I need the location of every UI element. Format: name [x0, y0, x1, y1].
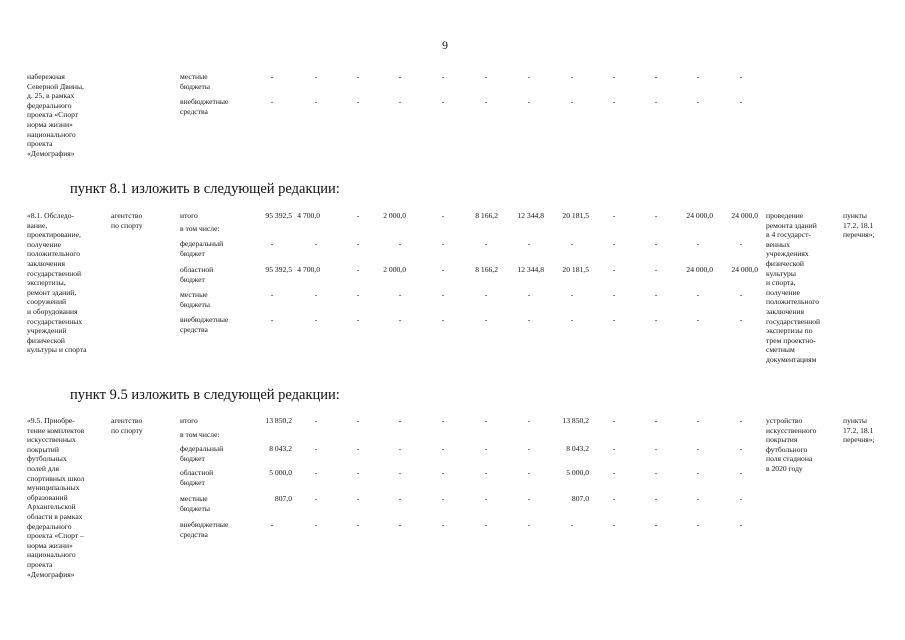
- amount-cell: -: [441, 315, 445, 324]
- amount-cell: -: [270, 72, 274, 81]
- amount-cell: -: [356, 211, 360, 220]
- amount-cell: -: [314, 444, 318, 453]
- amount-cell: -: [270, 97, 274, 106]
- block2-source-local: местные бюджеты: [180, 494, 210, 513]
- amount-cell: 4 700,0: [297, 211, 320, 220]
- amount-cell: -: [356, 416, 360, 425]
- amount-cell: 8 166,2: [475, 265, 498, 274]
- amount-cell: -: [441, 520, 445, 529]
- amount-cell: -: [527, 72, 531, 81]
- amount-cell: -: [612, 520, 616, 529]
- amount-cell: -: [739, 416, 743, 425]
- amount-cell: -: [398, 315, 402, 324]
- amount-cell: -: [696, 416, 700, 425]
- amount-cell: 5 000,0: [566, 468, 589, 477]
- amount-cell: -: [270, 315, 274, 324]
- amount-cell: -: [527, 416, 531, 425]
- amount-cell: -: [654, 239, 658, 248]
- amount-cell: 4 700,0: [297, 265, 320, 274]
- amount-cell: -: [612, 494, 616, 503]
- block2-source-total: итого: [180, 416, 198, 425]
- amount-cell: -: [314, 315, 318, 324]
- amount-cell: -: [270, 239, 274, 248]
- amount-cell: 20 181,5: [562, 211, 589, 220]
- amount-cell: -: [441, 444, 445, 453]
- amount-cell: -: [314, 520, 318, 529]
- amount-cell: -: [398, 416, 402, 425]
- amount-cell: -: [739, 97, 743, 106]
- amount-cell: 807,0: [274, 494, 292, 503]
- amount-cell: -: [739, 315, 743, 324]
- amount-cell: -: [356, 265, 360, 274]
- amount-cell: -: [654, 315, 658, 324]
- block2-source-extra: внебюджетные средства: [180, 520, 229, 539]
- block2-result: устройство искусственного покрытия футбольного поля стадиона в 2020 году: [766, 416, 817, 473]
- amount-cell: -: [696, 72, 700, 81]
- amount-cell: -: [570, 239, 574, 248]
- amount-cell: -: [612, 315, 616, 324]
- page-number: 9: [442, 38, 448, 52]
- amount-cell: -: [356, 239, 360, 248]
- block1-source-federal: федеральный бюджет: [180, 239, 224, 258]
- amount-cell: -: [612, 211, 616, 220]
- amount-cell: -: [612, 290, 616, 299]
- amount-cell: -: [654, 444, 658, 453]
- amount-cell: -: [270, 290, 274, 299]
- amount-cell: -: [441, 265, 445, 274]
- amount-cell: -: [570, 72, 574, 81]
- amount-cell: -: [356, 72, 360, 81]
- amount-cell: -: [527, 444, 531, 453]
- amount-cell: -: [527, 290, 531, 299]
- amount-cell: -: [570, 520, 574, 529]
- amount-cell: -: [654, 494, 658, 503]
- amount-cell: -: [739, 239, 743, 248]
- amount-cell: -: [527, 468, 531, 477]
- amount-cell: -: [441, 290, 445, 299]
- block1-source-total: итого: [180, 211, 198, 220]
- amount-cell: 95 392,5: [265, 265, 292, 274]
- amount-cell: -: [314, 416, 318, 425]
- amount-cell: -: [484, 97, 488, 106]
- amount-cell: -: [441, 211, 445, 220]
- amount-cell: -: [696, 520, 700, 529]
- amount-cell: -: [654, 520, 658, 529]
- amount-cell: -: [612, 444, 616, 453]
- amount-cell: -: [484, 520, 488, 529]
- block1-activity-name: «8.1. Обследо- вание, проектирование, получение положительного заключения государственной экспертизы, ремонт зданий, сооружений и оборудования государственных учреждений физической культуры и спорта: [27, 211, 87, 355]
- block1-source-local: местные бюджеты: [180, 290, 210, 309]
- heading-point-9-5: пункт 9.5 изложить в следующей редакции:: [70, 387, 340, 403]
- amount-cell: -: [484, 494, 488, 503]
- amount-cell: -: [739, 520, 743, 529]
- heading-point-8-1: пункт 8.1 изложить в следующей редакции:: [70, 181, 340, 197]
- amount-cell: -: [612, 97, 616, 106]
- amount-cell: -: [441, 468, 445, 477]
- amount-cell: -: [612, 265, 616, 274]
- block1-source-regional: областной бюджет: [180, 265, 214, 284]
- amount-cell: -: [484, 239, 488, 248]
- amount-cell: -: [696, 494, 700, 503]
- amount-cell: -: [654, 72, 658, 81]
- block1-source-including: в том числе:: [180, 224, 220, 233]
- block2-source-federal: федеральный бюджет: [180, 444, 224, 463]
- amount-cell: -: [398, 520, 402, 529]
- block0-source-local: местные бюджеты: [180, 72, 210, 91]
- amount-cell: -: [570, 97, 574, 106]
- amount-cell: -: [654, 265, 658, 274]
- amount-cell: -: [739, 494, 743, 503]
- amount-cell: -: [570, 290, 574, 299]
- amount-cell: -: [398, 239, 402, 248]
- block1-agency: агентство по спорту: [111, 211, 143, 230]
- amount-cell: -: [739, 72, 743, 81]
- amount-cell: 95 392,5: [265, 211, 292, 220]
- amount-cell: -: [356, 520, 360, 529]
- amount-cell: -: [398, 72, 402, 81]
- amount-cell: -: [398, 290, 402, 299]
- amount-cell: -: [484, 315, 488, 324]
- amount-cell: -: [527, 315, 531, 324]
- block2-agency: агентство по спорту: [111, 416, 143, 435]
- amount-cell: -: [696, 315, 700, 324]
- amount-cell: -: [314, 468, 318, 477]
- amount-cell: -: [484, 416, 488, 425]
- block2-points: пункты 17.2, 18.1 перечня»;: [843, 416, 875, 445]
- amount-cell: -: [696, 468, 700, 477]
- amount-cell: -: [612, 239, 616, 248]
- amount-cell: -: [441, 416, 445, 425]
- amount-cell: -: [612, 468, 616, 477]
- amount-cell: -: [314, 97, 318, 106]
- amount-cell: -: [696, 290, 700, 299]
- amount-cell: -: [398, 444, 402, 453]
- amount-cell: -: [484, 72, 488, 81]
- amount-cell: -: [398, 494, 402, 503]
- amount-cell: -: [356, 468, 360, 477]
- amount-cell: 8 166,2: [475, 211, 498, 220]
- block1-points: пункты 17.2, 18.1 перечня»;: [843, 211, 875, 240]
- amount-cell: -: [441, 239, 445, 248]
- amount-cell: 12 344,8: [517, 211, 544, 220]
- amount-cell: -: [696, 239, 700, 248]
- amount-cell: -: [696, 97, 700, 106]
- amount-cell: -: [527, 239, 531, 248]
- amount-cell: -: [356, 444, 360, 453]
- amount-cell: -: [441, 494, 445, 503]
- amount-cell: 807,0: [571, 494, 589, 503]
- amount-cell: -: [612, 72, 616, 81]
- amount-cell: -: [441, 72, 445, 81]
- amount-cell: -: [570, 315, 574, 324]
- amount-cell: -: [654, 416, 658, 425]
- amount-cell: -: [314, 494, 318, 503]
- amount-cell: 20 181,5: [562, 265, 589, 274]
- amount-cell: -: [356, 97, 360, 106]
- amount-cell: -: [612, 416, 616, 425]
- amount-cell: -: [484, 468, 488, 477]
- amount-cell: 8 043,2: [566, 444, 589, 453]
- amount-cell: -: [654, 97, 658, 106]
- amount-cell: -: [484, 444, 488, 453]
- amount-cell: 8 043,2: [269, 444, 292, 453]
- amount-cell: -: [314, 72, 318, 81]
- amount-cell: -: [527, 520, 531, 529]
- block1-source-extra: внебюджетные средства: [180, 315, 229, 334]
- amount-cell: 24 000,0: [686, 265, 713, 274]
- block2-activity-name: «9.5. Приобре- тение комплектов искусственных покрытий футбольных полей для спортивных школ муниципальных образований Архангельской области в рамках федерального проекта «Спорт – норма жизни» национального проекта «Демография»: [27, 416, 85, 579]
- amount-cell: -: [270, 520, 274, 529]
- amount-cell: 24 000,0: [686, 211, 713, 220]
- amount-cell: -: [314, 239, 318, 248]
- amount-cell: -: [527, 494, 531, 503]
- amount-cell: -: [696, 444, 700, 453]
- amount-cell: -: [654, 468, 658, 477]
- amount-cell: -: [398, 468, 402, 477]
- amount-cell: -: [356, 315, 360, 324]
- amount-cell: 5 000,0: [269, 468, 292, 477]
- amount-cell: 12 344,8: [517, 265, 544, 274]
- amount-cell: -: [739, 444, 743, 453]
- block1-result: проведение ремонта зданий в 4 государст- венных учреждениях физической культуры и спорта, получение положительного заключения государственной экспертизы по трем проектно- сметным документациям: [766, 211, 821, 364]
- amount-cell: -: [654, 211, 658, 220]
- amount-cell: -: [527, 97, 531, 106]
- block0-activity-name: набережная Северной Двины, д. 25, в рамках федерального проекта «Спорт норма жизни» национального проекта «Демография»: [27, 72, 84, 158]
- amount-cell: 24 000,0: [731, 265, 758, 274]
- block2-source-regional: областной бюджет: [180, 468, 214, 487]
- amount-cell: 2 000,0: [383, 265, 406, 274]
- block0-source-extra: внебюджетные средства: [180, 97, 229, 116]
- amount-cell: -: [356, 494, 360, 503]
- amount-cell: 13 850,2: [265, 416, 292, 425]
- amount-cell: -: [654, 290, 658, 299]
- amount-cell: 13 850,2: [562, 416, 589, 425]
- amount-cell: -: [356, 290, 360, 299]
- amount-cell: -: [441, 97, 445, 106]
- amount-cell: -: [739, 468, 743, 477]
- amount-cell: -: [739, 290, 743, 299]
- amount-cell: 24 000,0: [731, 211, 758, 220]
- amount-cell: -: [314, 290, 318, 299]
- amount-cell: -: [484, 290, 488, 299]
- amount-cell: 2 000,0: [383, 211, 406, 220]
- block2-source-including: в том числе:: [180, 430, 220, 439]
- amount-cell: -: [398, 97, 402, 106]
